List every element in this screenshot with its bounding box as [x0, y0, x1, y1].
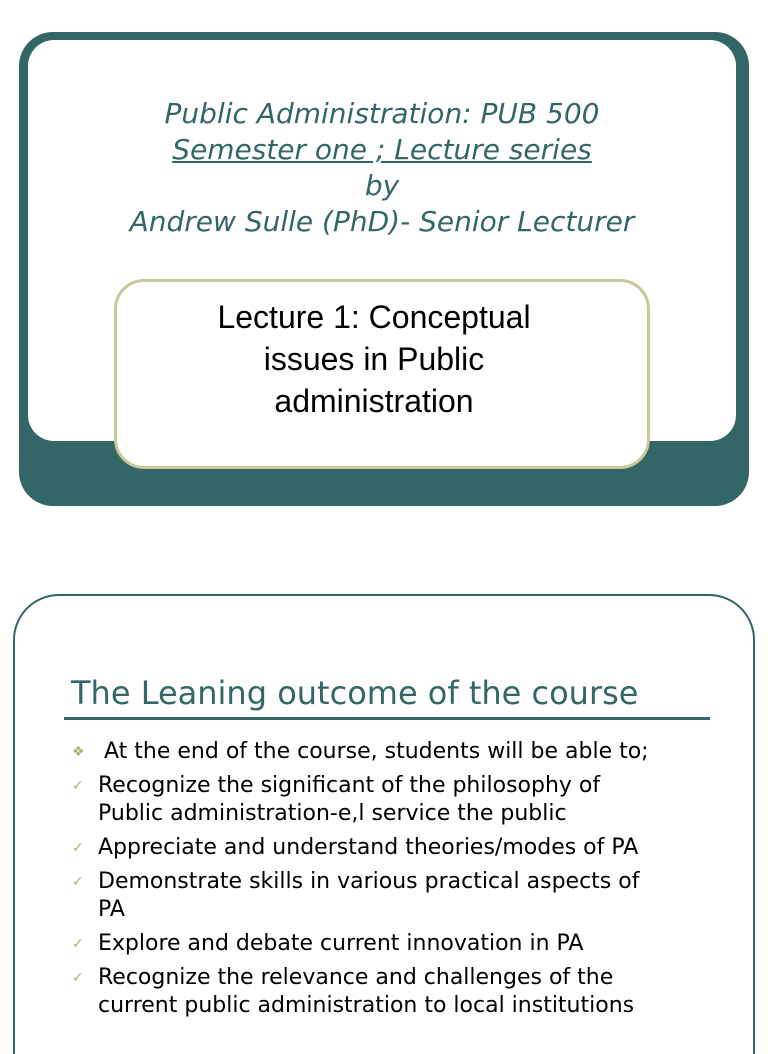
lecture-title-line: Lecture 1: Conceptual — [217, 299, 531, 335]
check-icon: ✓ — [72, 840, 84, 856]
check-icon: ✓ — [72, 778, 84, 794]
list-item — [0, 834, 768, 862]
check-icon: ✓ — [72, 970, 84, 986]
author-line: Andrew Sulle (PhD)- Senior Lecturer — [129, 205, 635, 238]
list-item — [0, 930, 768, 958]
list-item — [0, 868, 768, 924]
list-item-text: At the end of the course, students will be able to; — [104, 739, 649, 764]
slide1-title-block — [28, 96, 736, 240]
list-item-text: Explore and debate current innovation in PA — [98, 931, 584, 956]
diamond-icon: ❖ — [72, 744, 85, 760]
course-title: Public Administration: PUB 500 — [164, 97, 600, 130]
semester-line: Semester one ; Lecture series — [172, 133, 592, 166]
by-line: by — [364, 169, 400, 202]
list-item-text: Recognize the significant of the philosophy of — [98, 773, 601, 798]
slide2-heading: The Leaning outcome of the course — [71, 674, 639, 712]
list-item — [0, 738, 768, 766]
check-icon: ✓ — [72, 874, 84, 890]
list-item-text: Appreciate and understand theories/modes of PA — [98, 835, 639, 860]
heading-underline — [64, 717, 710, 720]
check-icon: ✓ — [72, 936, 84, 952]
list-item-text: Demonstrate skills in various practical aspects of — [98, 869, 640, 894]
list-item — [0, 772, 768, 828]
list-item-text: PA — [98, 897, 125, 922]
list-item-text: Public administration-e,l service the public — [98, 801, 567, 826]
lecture-title-line: issues in Public — [263, 341, 485, 377]
outcome-list — [0, 738, 768, 1026]
list-item-text: current public administration to local institutions — [98, 993, 635, 1018]
lecture-title-line: administration — [274, 383, 474, 419]
list-item — [0, 964, 768, 1020]
lecture-title — [114, 296, 634, 422]
list-item-text: Recognize the relevance and challenges of the — [98, 965, 614, 990]
